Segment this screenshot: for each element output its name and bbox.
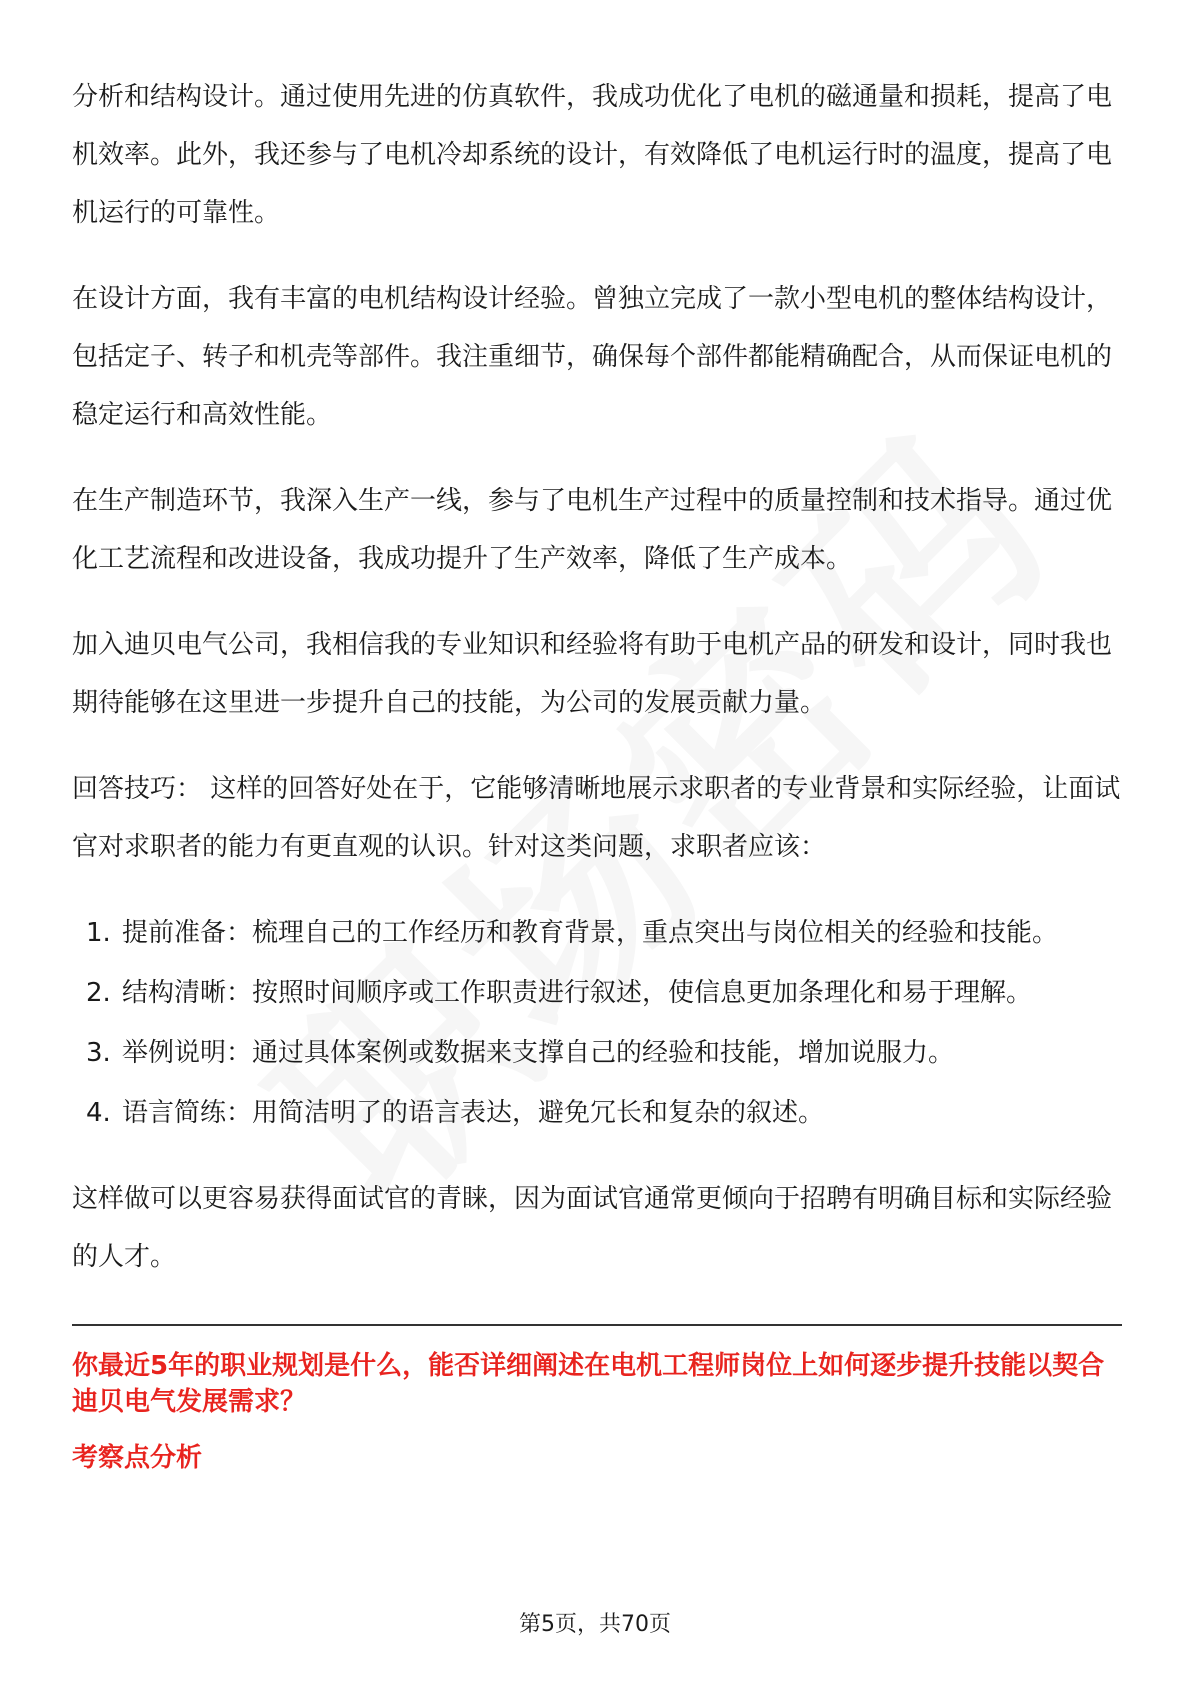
list-item (72, 1084, 1122, 1142)
document-body (72, 68, 1122, 1476)
list-item-text: 语言简练：用简洁明了的语言表达，避免冗长和复杂的叙述。 (122, 1098, 825, 1128)
paragraph: 分析和结构设计。通过使用先进的仿真软件，我成功优化了电机的磁通量和损耗，提高了电机效率。此外，我还参与了电机冷却系统的设计，有效降低了电机运行时的温度，提高了电机运行的可靠性。 (72, 82, 1113, 228)
list-item-text: 结构清晰：按照时间顺序或工作职责进行叙述，使信息更加条理化和易于理解。 (122, 978, 1033, 1008)
list-number: 3. (86, 1038, 111, 1068)
answer-tips-intro: 回答技巧： 这样的回答好处在于，它能够清晰地展示求职者的专业背景和实际经验，让面试官对求职者的能力有更直观的认识。针对这类问题，求职者应该： (72, 774, 1121, 862)
closing-paragraph: 这样做可以更容易获得面试官的青睐，因为面试官通常更倾向于招聘有明确目标和实际经验的人才。 (72, 1184, 1113, 1272)
list-number: 4. (86, 1098, 111, 1128)
question-heading: 你最近5年的职业规划是什么，能否详细阐述在电机工程师岗位上如何逐步提升技能以契合迪贝电气发展需求？ (72, 1351, 1105, 1417)
paragraph: 在生产制造环节，我深入生产一线，参与了电机生产过程中的质量控制和技术指导。通过优化工艺流程和改进设备，我成功提升了生产效率，降低了生产成本。 (72, 486, 1113, 574)
list-item (72, 964, 1122, 1022)
list-item-text: 举例说明：通过具体案例或数据来支撑自己的经验和技能，增加说服力。 (122, 1038, 955, 1068)
tips-list (72, 904, 1122, 1142)
list-item (72, 904, 1122, 962)
paragraph: 在设计方面，我有丰富的电机结构设计经验。曾独立完成了一款小型电机的整体结构设计，包括定子、转子和机壳等部件。我注重细节，确保每个部件都能精确配合，从而保证电机的稳定运行和高效性能。 (72, 284, 1113, 430)
page-footer: 第5页，共70页 (519, 1612, 671, 1637)
list-item (72, 1024, 1122, 1082)
section-divider (72, 1324, 1122, 1326)
paragraph: 加入迪贝电气公司，我相信我的专业知识和经验将有助于电机产品的研发和设计，同时我也期待能够在这里进一步提升自己的技能，为公司的发展贡献力量。 (72, 630, 1113, 718)
section-title: 考察点分析 (72, 1443, 203, 1473)
list-item-text: 提前准备：梳理自己的工作经历和教育背景，重点突出与岗位相关的经验和技能。 (122, 918, 1059, 948)
list-number: 1. (86, 918, 111, 948)
list-number: 2. (86, 978, 111, 1008)
